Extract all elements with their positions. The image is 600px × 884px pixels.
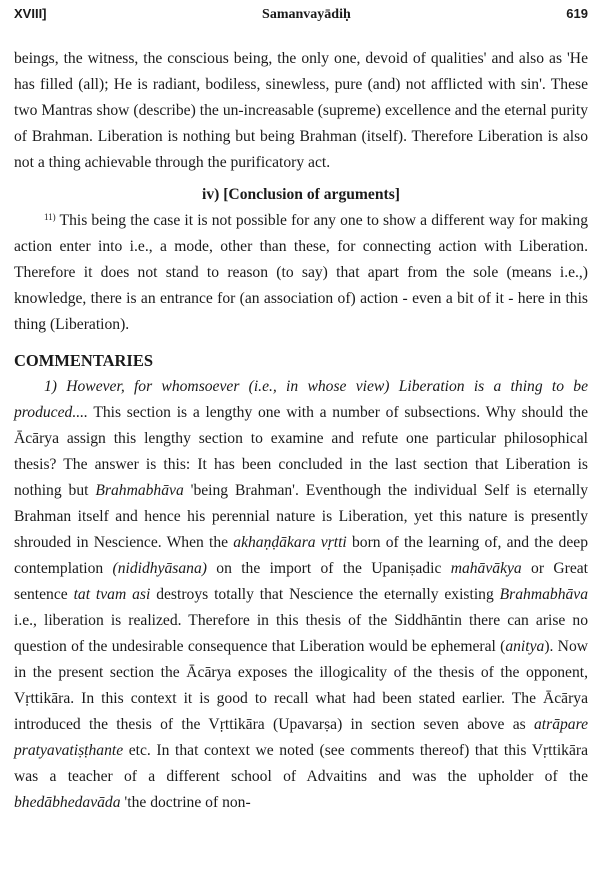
term-tat-tvam-asi: tat tvam asi	[73, 586, 151, 603]
page-number: 619	[566, 6, 588, 21]
commentary-text: or Great sentence	[14, 560, 588, 603]
commentary-text: born of the learning of, and the deep contemplation	[14, 534, 588, 577]
term-brahmabhava: Brahmabhāva	[95, 482, 184, 499]
commentary-text: i.e., liberation is realized. Therefore in this thesis of the Siddhāntin there can arise no question of the undesirable consequence that Liberation would be ephemeral (	[14, 612, 588, 655]
commentary-text: This section is a lengthy one with a number of subsections. Why should the Ācārya assign this lengthy section to examine and refute one particular philosophical thesis? The answer is this: It has been concluded in the last section that Liberation is nothing but	[14, 404, 588, 499]
commentary-text: on the import of the Upaniṣadic	[206, 560, 451, 577]
commentary-paragraph	[14, 374, 588, 816]
term-nididhyasana: (nididhyāsana)	[112, 560, 207, 577]
term-mahavakya: mahāvākya	[450, 560, 522, 577]
commentary-lead: 1) However, for whomsoever (i.e., in whose view) Liberation is a thing to be produced....	[14, 378, 588, 421]
commentary-text: 'the doctrine of non-	[120, 794, 251, 811]
term-anitya: anitya	[505, 638, 545, 655]
commentary-text: etc. In that context we noted (see comments thereof) that this Vṛttikāra was a teacher of a different school of Advaitins and was the upholder of the	[14, 742, 588, 785]
commentary-text: ). Now in the present section the Ācārya exposes the illogicality of the thesis of the opponent, Vṛttikāra. In this context it is good to recall what had been stated earlier. The Ācārya introduced the thesis of the Vṛttikāra (Upavarṣa) in section seven above as	[14, 638, 588, 733]
running-title: Samanvayādiḥ	[262, 7, 351, 22]
paragraph-continuation: beings, the witness, the conscious being, the only one, devoid of qualities' and also as 'He has filled (all); He is radiant, bodiless, sinewless, pure (and) not afflicted with sin'. These two Mantras show (describe) the un-increasable (supreme) excellence and the eternal purity of Brahman. Liberation is nothing but being Brahman (itself). Therefore Liberation is also not a thing achievable through the purificatory act.	[14, 50, 588, 171]
running-header	[14, 0, 588, 32]
term-bhedabhedavada: bhedābhedavāda	[14, 794, 121, 811]
term-atrapare: atrāpare pratyavatiṣṭhante	[14, 716, 588, 759]
commentary-text: destroys totally that Nescience the eternally existing	[150, 586, 500, 603]
chapter-marker: XVIII]	[14, 6, 47, 21]
commentary-text: 'being Brahman'. Eventhough the individual Self is eternally Brahman itself and hence his perennial nature is Liberation, yet this nature is presently shrouded in Nescience. When the	[14, 482, 588, 551]
term-brahmabhava: Brahmabhāva	[499, 586, 589, 603]
paragraph-conclusion-text: This being the case it is not possible for any one to show a different way for making action enter into i.e., a mode, other than these, for connecting action with Liberation. Therefore it does not stand to reason (to say) that apart from the sole (means i.e.,) knowledge, there is an entrance for (an association of) action - even a bit of it - here in this thing (Liberation).	[14, 212, 588, 333]
paragraph-conclusion	[14, 208, 588, 338]
footnote-marker: 11)	[44, 212, 56, 222]
commentaries-heading: COMMENTARIES	[14, 351, 154, 370]
term-akhandakara-vrtti: akhaṇḍākara vṛtti	[233, 534, 347, 551]
subsection-heading: iv) [Conclusion of arguments]	[202, 186, 400, 203]
